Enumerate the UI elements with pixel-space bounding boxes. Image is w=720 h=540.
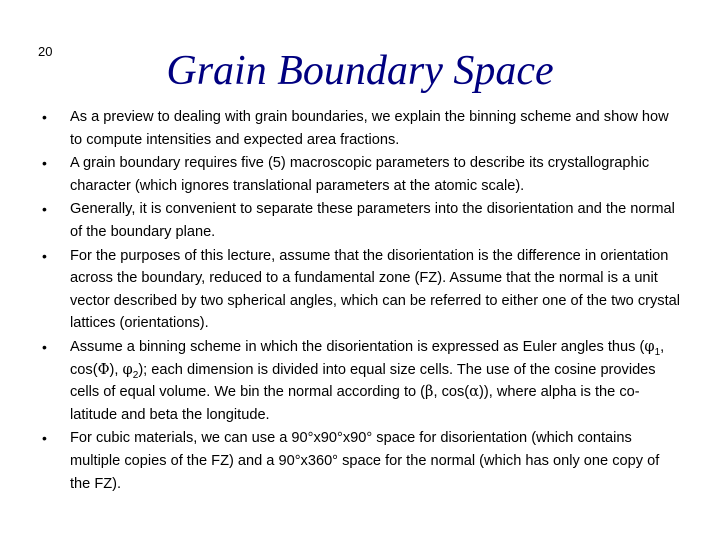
bullet-item [40,427,680,495]
alpha-symbol: α [469,383,480,401]
subscript: 2 [132,369,139,381]
bullet-item [40,245,680,335]
text-segment: , cos( [433,384,470,401]
phi-symbol: φ [644,337,655,355]
bullet-text: For cubic materials, we can use a 90°x90°x90° space for disorientation (which contains multiple copies of the FZ) and a 90°x360° space for the normal (which has only one copy of the FZ). [70,430,660,492]
bullet-item [40,152,680,197]
bullet-dot: • [42,155,47,172]
bullet-text [70,339,664,423]
bullet-dot: • [42,201,47,218]
text-segment: ); each dimension is divided into equal size cells. The use of the cosine provides cells of equal volume. We bin the normal according to ( [70,361,656,401]
bullet-dot: • [42,338,47,355]
beta-symbol: β [425,383,434,401]
bullet-dot: • [42,247,47,264]
slide-number: 20 [38,44,53,59]
subscript: 1 [654,346,661,358]
bullet-item [40,336,680,426]
text-segment: Assume a binning scheme in which the disorientation is expressed as Euler angles thus ( [70,338,645,355]
text-segment: ), [109,361,123,378]
bullet-dot: • [42,430,47,447]
bullet-item [40,106,680,151]
bullet-item [40,198,680,243]
bullet-text: For the purposes of this lecture, assume that the disorientation is the difference in orientation across the boundary, reduced to a fundamental zone (FZ). Assume that the normal is a unit vector described by two spherical angles, which can be referred to either one of the two crystal lattices (orientations). [70,247,681,332]
bullet-text: Generally, it is convenient to separate these parameters into the disorientation and the normal of the boundary plane. [70,201,675,240]
bullet-list [40,106,680,496]
phi-symbol: φ [122,360,133,378]
text-segment: )), where alpha is the co-latitude and beta the longitude. [70,384,640,423]
slide-title-text: Grain Boundary Space [166,48,554,94]
slide-title [0,46,720,96]
text-segment: , cos( [70,338,665,378]
capital-phi-symbol: Φ [97,360,110,378]
bullet-dot: • [42,109,47,125]
bullet-text: As a preview to dealing with grain boundaries, we explain the binning scheme and show how to compute intensities and expected area fractions. [70,109,669,148]
bullet-text: A grain boundary requires five (5) macroscopic parameters to describe its crystallographic character (which ignores translational parameters at the atomic scale). [70,155,650,194]
